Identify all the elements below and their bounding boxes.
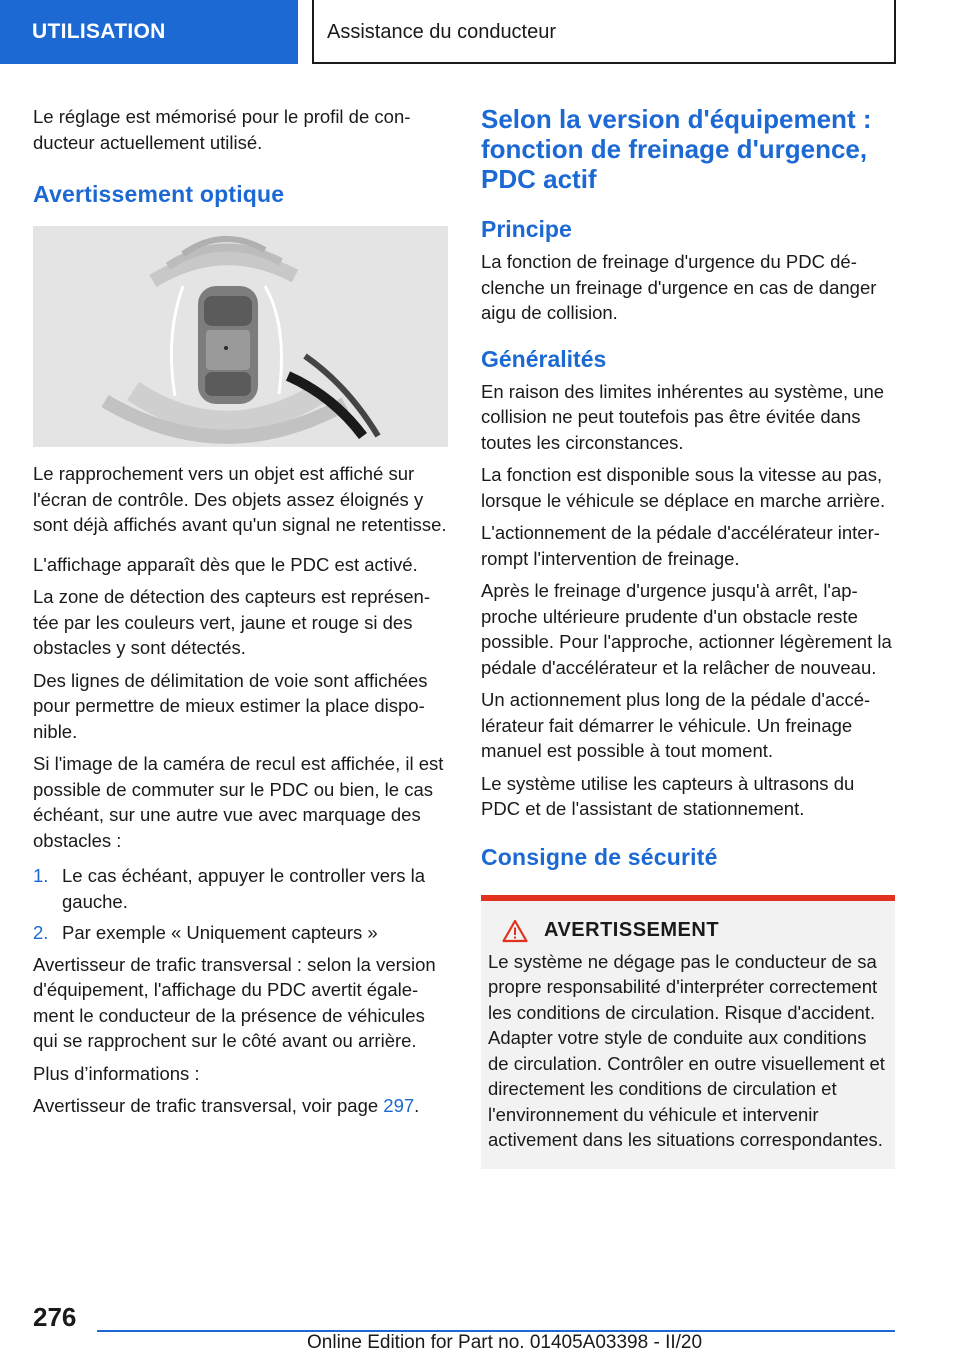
warning-header <box>488 919 888 943</box>
page-link[interactable]: 297 <box>383 1095 415 1116</box>
pdc-display-figure <box>33 226 448 447</box>
paragraph: Un actionnement plus long de la pédale d'accélérateur fait démarrer le véhicule. Un freinage manuel est possible à tout moment. <box>481 689 871 761</box>
section-heading-optical-warning: Avertissement optique <box>33 181 285 207</box>
section-heading-safety: Consigne de sécurité <box>481 843 718 870</box>
list-item: 2. Par exemple « Uniquement capteurs » <box>33 922 378 943</box>
list-item: 1. Le cas échéant, appuyer le controller vers la gauche. <box>33 865 426 912</box>
paragraph: L'actionnement de la pédale d'accélérateur interrompt l'intervention de freinage. <box>481 522 880 569</box>
paragraph: Le système utilise les capteurs à ultrasons du PDC et de l'assistant de stationnement. <box>481 772 855 819</box>
page-number: 276 <box>33 1302 77 1332</box>
left-column <box>33 104 448 1126</box>
warning-box <box>481 895 895 1169</box>
paragraph: Le rapprochement vers un objet est affiché sur l'écran de contrôle. Des objets assez éloignés y sont déjà affichés avant qu'un signal ne retentisse. <box>33 463 447 535</box>
paragraph: En raison des limites inhérentes au système, une collision ne peut toutefois pas être évitée dans toutes les circonstances. <box>481 380 885 453</box>
step-list <box>33 863 448 946</box>
paragraph: La zone de détection des capteurs est représentée par les couleurs vert, jaune et rouge si des obstacles y sont détectés. <box>33 586 430 658</box>
paragraph: Si l'image de la caméra de recul est affichée, il est possible de commuter sur le PDC ou bien, le cas échéant, sur une autre vue avec marquage des obstacles : <box>33 753 444 851</box>
reference-paragraph: Avertisseur de trafic transversal, voir page 297. <box>33 1095 420 1116</box>
paragraph: L'affichage apparaît dès que le PDC est activé. <box>33 553 418 575</box>
paragraph: La fonction de freinage d'urgence du PDC déclenche un freinage d'urgence en cas de danger aigu de collision. <box>481 251 877 323</box>
section-heading-emergency-braking: Selon la version d'équipement : fonction de freinage d'urgence, PDC actif <box>481 104 872 194</box>
paragraph: Plus d’informations : <box>33 1062 200 1084</box>
right-column <box>481 104 895 1169</box>
chapter-title: Assistance du conducteur <box>312 0 896 64</box>
paragraph: La fonction est disponible sous la vitesse au pas, lorsque le véhicule se déplace en marche arrière. <box>481 464 886 511</box>
footer-edition: Online Edition for Part no. 01405A03398 - II/20 <box>307 1332 703 1353</box>
intro-paragraph: Le réglage est mémorisé pour le profil de conducteur actuellement utilisé. <box>33 106 411 153</box>
warning-triangle-icon <box>502 919 528 943</box>
warning-text: Le système ne dégage pas le conducteur de sa propre responsabilité d'interpréter correctement les conditions de circulation. Risque d'accident. Adapter votre style de conduite aux conditions de circulation. Contrôler en outre visuellement et directement les conditions de circulation et l'environnement du véhicule et intervenir activement dans les situations correspondantes. <box>488 950 885 1150</box>
paragraph: Après le freinage d'urgence jusqu'à arrêt, l'approche ultérieure prudente d'un obstacle reste possible. Pour l'approche, actionner légèrement la pédale d'accélérateur et la relâcher de nouveau. <box>481 580 892 678</box>
subheading-principe: Principe <box>481 216 572 242</box>
warning-label: AVERTISSEMENT <box>544 919 720 941</box>
paragraph: Avertisseur de trafic transversal : selon la version d'équipement, l'affichage du PDC avertit également le conducteur de la présence de véhicules qui se rapprochent sur le côté avant ou arrière. <box>33 953 436 1051</box>
subheading-generalites: Généralités <box>481 345 607 372</box>
paragraph: Des lignes de délimitation de voie sont affichées pour permettre de mieux estimer la place disponible. <box>33 669 428 742</box>
section-tab: UTILISATION <box>0 0 298 64</box>
